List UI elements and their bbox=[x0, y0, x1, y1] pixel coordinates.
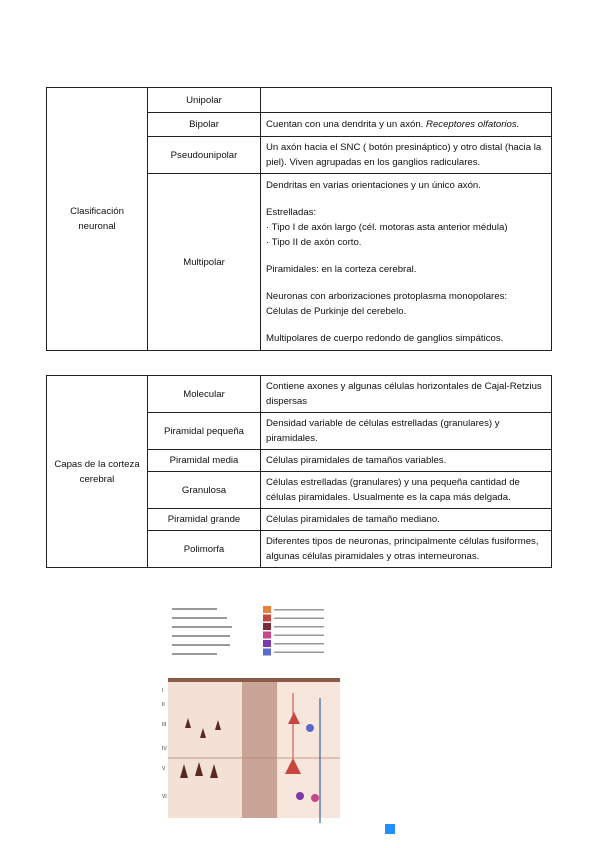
description-text: Cuentan con una dendrita y un axón. bbox=[266, 119, 427, 130]
table-row bbox=[47, 376, 552, 413]
line: · Tipo II de axón corto. bbox=[266, 237, 362, 248]
type-cell: Unipolar bbox=[148, 88, 261, 113]
legend-swatch bbox=[263, 623, 271, 630]
layer-numeral: VI bbox=[162, 794, 167, 800]
description-italic: Receptores olfatorios. bbox=[426, 119, 520, 130]
description-cell: Células piramidales de tamaño mediano. bbox=[261, 509, 552, 531]
description-cell bbox=[261, 174, 552, 351]
layer-numeral: V bbox=[162, 766, 166, 772]
legend-label-line bbox=[274, 626, 324, 628]
cortex-panel-right bbox=[278, 680, 340, 818]
description-cell: Diferentes tipos de neuronas, principalmente células fusiformes, algunas células piramidales y otras interneuronas. bbox=[261, 531, 552, 568]
description-cell: Contiene axones y algunas células horizontales de Cajal-Retzius dispersas bbox=[261, 376, 552, 413]
table-row bbox=[47, 88, 552, 113]
legend-swatch bbox=[263, 632, 271, 639]
cortex-layers-table bbox=[46, 375, 552, 568]
type-cell: Bipolar bbox=[148, 113, 261, 137]
description-cell: Densidad variable de células estrelladas (granulares) y piramidales. bbox=[261, 413, 552, 450]
line: Multipolares de cuerpo redondo de ganglios simpáticos. bbox=[266, 333, 504, 344]
pia-line bbox=[168, 678, 340, 682]
layer-numeral: IV bbox=[162, 746, 167, 752]
type-cell: Multipolar bbox=[148, 174, 261, 351]
legend-label-line bbox=[274, 609, 324, 611]
logo-badge bbox=[385, 824, 395, 834]
layer-cell: Piramidal grande bbox=[148, 509, 261, 531]
cortex-layers-illustration bbox=[160, 598, 400, 838]
legend-label-line bbox=[274, 618, 324, 620]
layer-cell: Piramidal pequeña bbox=[148, 413, 261, 450]
description-cell: Células piramidales de tamaños variables. bbox=[261, 450, 552, 472]
legend-label-line bbox=[274, 643, 324, 645]
legend-swatch bbox=[263, 606, 271, 613]
layer-numeral: III bbox=[162, 722, 167, 728]
description-cell: Un axón hacia el SNC ( botón presináptico) y otro distal (hacia la piel). Viven agrupadas en los ganglios radiculares. bbox=[261, 137, 552, 174]
legend-label-line bbox=[274, 635, 324, 637]
description-cell bbox=[261, 113, 552, 137]
category-cell: Capas de la corteza cerebral bbox=[47, 376, 148, 568]
legend-label-line bbox=[274, 652, 324, 654]
legend-left bbox=[172, 608, 232, 655]
legend-swatch bbox=[263, 615, 271, 622]
description-cell: Células estrelladas (granulares) y una pequeña cantidad de células piramidales. Usualmente es la capa más delgada. bbox=[261, 472, 552, 509]
line: · Tipo I de axón largo (cél. motoras asta anterior médula) bbox=[266, 222, 508, 233]
layer-cell: Molecular bbox=[148, 376, 261, 413]
line: Estrelladas: bbox=[266, 207, 317, 218]
category-cell: Clasificación neuronal bbox=[47, 88, 148, 351]
layer-cell: Piramidal media bbox=[148, 450, 261, 472]
type-cell: Pseudounipolar bbox=[148, 137, 261, 174]
neuron-classification-table bbox=[46, 87, 552, 351]
layer-numerals bbox=[162, 688, 167, 800]
layer-cell: Granulosa bbox=[148, 472, 261, 509]
legend-swatch bbox=[263, 649, 271, 656]
line: Piramidales: en la corteza cerebral. bbox=[266, 264, 417, 275]
legend-swatches bbox=[263, 606, 324, 656]
layer-numeral: II bbox=[162, 702, 165, 708]
line: Dendritas en varias orientaciones y un único axón. bbox=[266, 180, 481, 191]
fiber-stain-column bbox=[242, 680, 277, 818]
layer-numeral: I bbox=[162, 688, 164, 694]
layer-cell: Polimorfa bbox=[148, 531, 261, 568]
description-cell bbox=[261, 88, 552, 113]
line: Neuronas con arborizaciones protoplasma monopolares: bbox=[266, 291, 508, 302]
line: Células de Purkinje del cerebelo. bbox=[266, 306, 407, 317]
legend-swatch bbox=[263, 640, 271, 647]
